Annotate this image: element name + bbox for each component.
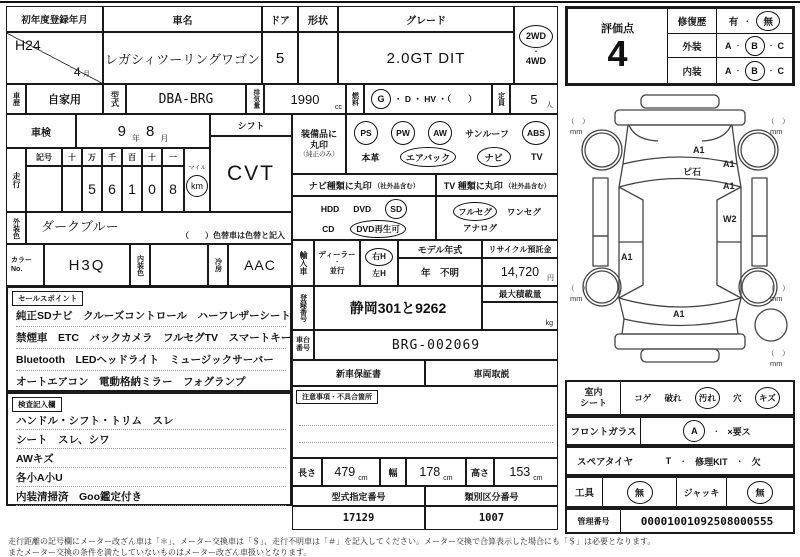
grade-label: グレード bbox=[338, 6, 514, 32]
sales-point-line: 純正SDナビ クルーズコントロール ハーフレザーシート bbox=[16, 305, 286, 327]
mileage-sign-value bbox=[26, 166, 62, 212]
handle-left: 左H bbox=[372, 268, 386, 278]
caution-line-empty bbox=[299, 409, 553, 426]
class-division-value: 1007 bbox=[425, 506, 558, 530]
sales-points-box bbox=[6, 286, 292, 392]
management-number-value: 00001001092508000555 bbox=[640, 514, 774, 528]
chassis-number-label: 車台 番号 bbox=[292, 330, 314, 360]
inspector-note-line: 各小A小U bbox=[16, 468, 286, 487]
displacement-value bbox=[264, 84, 346, 114]
drive-dot: ・ bbox=[532, 46, 540, 56]
shaken-year: 9 bbox=[117, 122, 126, 140]
inspector-notes-label: 検査記入欄 bbox=[12, 397, 62, 412]
capacity-label: 定員 bbox=[492, 84, 510, 114]
shaken-year-unit: 年 bbox=[132, 134, 140, 143]
displacement-number: 1990 bbox=[290, 91, 320, 107]
spare-tire-row: スペアタイヤ T ・ 修理KIT ・ 欠 bbox=[565, 446, 795, 476]
footer-note-line2: またメーター交換の条件を満たしていないものはメーター改ざん車扱いとなります。 bbox=[8, 547, 312, 557]
seat-kizu-circled: キズ bbox=[755, 387, 780, 409]
type-designation-label: 型式指定番号 bbox=[292, 486, 425, 506]
evaluation-box bbox=[565, 6, 795, 86]
aircon-label: 冷房 bbox=[208, 244, 228, 286]
spare-tire bbox=[755, 309, 787, 341]
max-load-unit: kg bbox=[545, 320, 553, 327]
mileage-digit-header: 百 bbox=[122, 148, 142, 166]
fuel-options: ・ D ・ HV ・（ ） bbox=[394, 94, 477, 104]
mileage-unit-cell bbox=[184, 148, 210, 212]
right-sill-rear bbox=[752, 236, 767, 266]
shift-value: CVT bbox=[210, 136, 292, 212]
tv-fullseg-circled: フルセグ bbox=[453, 202, 497, 221]
grade-value: 2.0GT DIT bbox=[338, 32, 514, 84]
repair-no-circled: 無 bbox=[756, 11, 780, 31]
mileage-digit-header: 十 bbox=[142, 148, 162, 166]
inspector-notes-box bbox=[6, 392, 292, 506]
mileage-digit: 1 bbox=[122, 166, 142, 212]
damage-mark: A1 bbox=[693, 145, 705, 155]
right-sill-front bbox=[752, 178, 767, 236]
mileage-digit: 8 bbox=[162, 166, 184, 212]
inspector-note-line: 内装清掃済 Goo鑑定付き bbox=[16, 487, 286, 506]
damage-mark: A1 bbox=[723, 181, 735, 191]
rear-bumper bbox=[615, 334, 745, 349]
seat-yabure: 破れ bbox=[664, 393, 682, 403]
front-glass-a-circled: A bbox=[683, 420, 705, 442]
displacement-label: 排気量 bbox=[246, 84, 264, 114]
tv-analog: アナログ bbox=[463, 223, 498, 233]
front-plate bbox=[641, 95, 719, 108]
mm-unit: mm bbox=[770, 294, 783, 303]
evaluation-score-label: 評価点 bbox=[601, 23, 634, 35]
model-year-value: 年 不明 bbox=[398, 258, 482, 286]
equipment-items bbox=[346, 114, 558, 174]
management-number-label: 管理番号 bbox=[567, 510, 621, 532]
mileage-label: 走行 bbox=[6, 148, 26, 212]
length-value: 479 cm bbox=[322, 458, 380, 486]
damage-mark: W2 bbox=[723, 214, 737, 224]
footer-note-line1: 走行距離の記号欄にメーター改ざん車は「＊」、メーター交換車は「＄」、走行不明車は「＃」を記入してください。メーター交換で合算表示した場合にも「＄」は必要となります。 bbox=[8, 536, 656, 546]
spare-t: T bbox=[665, 456, 672, 466]
color-no-value: H3Q bbox=[44, 244, 130, 286]
aircon-value: AAC bbox=[228, 244, 292, 286]
handle-right-circled: 右H bbox=[365, 248, 393, 266]
tools-label: 工具 bbox=[567, 478, 603, 506]
mm-unit: mm bbox=[770, 127, 783, 136]
max-load-value bbox=[482, 302, 558, 330]
import-dealer-cell: ディーラー ・ 並行 bbox=[314, 240, 360, 286]
caution-label: 注意事項・不具合箇所 bbox=[296, 390, 378, 404]
rear-plate bbox=[641, 349, 719, 362]
sales-points-label: セールスポイント bbox=[12, 291, 83, 306]
mm-bracket: （ ） bbox=[767, 349, 790, 358]
evaluation-score-cell bbox=[568, 9, 668, 83]
trunk bbox=[622, 319, 738, 334]
shaken-month: 8 bbox=[146, 122, 155, 140]
registration-number-value: 静岡301と9262 bbox=[314, 286, 482, 330]
equipment-label-2: 丸印 bbox=[309, 139, 328, 150]
jack-label: ジャッキ bbox=[677, 478, 727, 506]
capacity-unit: 人 bbox=[546, 102, 553, 109]
equip-pw-circled: PW bbox=[391, 121, 415, 145]
left-sill-rear bbox=[593, 236, 608, 266]
navi-dvd: DVD bbox=[353, 203, 372, 214]
recycle-deposit-value: 14,720 円 bbox=[482, 258, 558, 286]
class-division-label: 類別区分番号 bbox=[425, 486, 558, 506]
mileage-unit-mile: マイル bbox=[188, 165, 206, 172]
car-name-value: レガシィツーリングワゴン bbox=[103, 32, 262, 84]
door-label: ドア bbox=[262, 6, 298, 32]
caution-line-empty bbox=[299, 426, 553, 443]
car-damage-diagram bbox=[565, 88, 795, 378]
fuel-gasoline-circled: G bbox=[371, 89, 391, 109]
fuel-value bbox=[364, 84, 492, 114]
sales-point-line: Bluetooth LEDヘッドライト ミュージックサーバー bbox=[16, 349, 286, 371]
evaluation-score-value: 4 bbox=[607, 33, 628, 74]
left-sill-front bbox=[593, 178, 608, 236]
capacity-number: 5 bbox=[530, 91, 538, 107]
exterior-color-value bbox=[26, 212, 292, 244]
navi-type-items bbox=[292, 196, 436, 240]
equip-abs-circled: ABS bbox=[522, 121, 550, 145]
wheel-front-left-inner bbox=[585, 133, 619, 167]
door-value: 5 bbox=[262, 32, 298, 84]
fuel-label: 燃料 bbox=[346, 84, 364, 114]
first-reg-month: 4 月 bbox=[73, 65, 90, 79]
equipment-label-cell bbox=[292, 114, 346, 174]
mileage-digit-header: 千 bbox=[102, 148, 122, 166]
front-glass-rest: ×要ス bbox=[727, 426, 751, 437]
length-label: 長さ bbox=[292, 458, 322, 486]
equip-airbag-circled: エアバック bbox=[400, 147, 456, 167]
spare-tire-label: スペアタイヤ bbox=[577, 457, 634, 468]
seat-label: 室内 シート bbox=[567, 382, 621, 414]
equipment-label-note: （純正のみ） bbox=[299, 151, 339, 159]
height-value: 153 cm bbox=[494, 458, 558, 486]
inspector-note-line: AWキズ bbox=[16, 449, 286, 468]
sales-point-line: 禁煙車 ETC バックカメラ フルセグTV スマートキー bbox=[16, 327, 286, 349]
drive-4wd: 4WD bbox=[526, 55, 546, 66]
inspector-note-line: ハンドル・シフト・トリム スレ bbox=[16, 411, 286, 430]
shape-label: 形状 bbox=[298, 6, 338, 32]
mileage-digit-header: 万 bbox=[82, 148, 102, 166]
mm-unit: mm bbox=[570, 294, 583, 303]
repair-yes: 有 bbox=[728, 17, 739, 28]
spare-lack: 欠 bbox=[751, 456, 761, 467]
management-number-row bbox=[565, 508, 795, 534]
navi-hdd: HDD bbox=[320, 203, 340, 214]
tv-oneseg: ワンセグ bbox=[506, 206, 541, 217]
navi-type-header: ナビ種類に丸印 （社外品含む） bbox=[292, 174, 436, 196]
color-change-note: （ ）色替車は色替と記入 bbox=[181, 231, 285, 240]
tv-type-header: TV 種類に丸印 （社外品含む） bbox=[436, 174, 558, 196]
type-designation-value: 17129 bbox=[292, 506, 425, 530]
width-value: 178 cm bbox=[406, 458, 466, 486]
mileage-digit: 6 bbox=[102, 166, 122, 212]
tv-type-items bbox=[436, 196, 558, 240]
equip-navi-circled: ナビ bbox=[477, 147, 511, 167]
width-label: 幅 bbox=[380, 458, 406, 486]
shaken-label: 車検 bbox=[6, 114, 76, 148]
shaken-month-unit: 月 bbox=[160, 134, 169, 143]
model-code-label: 型式 bbox=[103, 84, 126, 114]
interior-color-label: 内装色 bbox=[130, 244, 150, 286]
mm-bracket: （ ） bbox=[767, 284, 790, 293]
mileage-unit-km-circled: km bbox=[186, 175, 208, 197]
front-glass-row: フロントガラス A ・ ×要ス bbox=[565, 416, 795, 446]
recycle-deposit-label: リサイクル預託金 bbox=[482, 240, 558, 258]
headlight-left bbox=[629, 125, 658, 141]
top-rule bbox=[0, 0, 800, 3]
mileage-digit-header: 十 bbox=[62, 148, 82, 166]
jack-none-circled: 無 bbox=[747, 481, 773, 504]
history-label: 車歴 bbox=[6, 84, 26, 114]
equip-sunroof: サンルーフ bbox=[465, 128, 509, 139]
equip-leather: 本革 bbox=[361, 152, 380, 163]
mileage-digit: 5 bbox=[82, 166, 102, 212]
spare-repair-kit: 修理KIT bbox=[695, 456, 728, 467]
shaken-value bbox=[76, 114, 210, 148]
history-value: 自家用 bbox=[26, 84, 103, 114]
exterior-color-label: 外装色 bbox=[6, 212, 26, 244]
height-label: 高さ bbox=[466, 458, 494, 486]
mm-bracket: （ ） bbox=[767, 117, 790, 126]
displacement-unit: cc bbox=[335, 104, 342, 111]
registration-number-label: 登録番号 bbox=[292, 286, 314, 330]
mm-unit: mm bbox=[770, 359, 783, 368]
first-reg-year: H24 bbox=[15, 37, 41, 53]
equip-ps-circled: PS bbox=[354, 121, 378, 145]
wheel-rear-left-inner bbox=[586, 271, 618, 303]
drive-2wd-circled: 2WD bbox=[519, 25, 553, 48]
exterior-grade-b-circled: B bbox=[745, 36, 765, 56]
hood-outline bbox=[623, 125, 737, 164]
equipment-label-1: 装備品に bbox=[300, 128, 337, 139]
manual-cell: 車両取説 bbox=[425, 360, 558, 386]
front-glass-label: フロントガラス bbox=[567, 418, 641, 444]
wheel-front-right bbox=[738, 130, 778, 170]
headlight-right bbox=[702, 125, 731, 141]
model-year-label: モデル年式 bbox=[398, 240, 482, 258]
equip-aw-circled: AW bbox=[428, 121, 452, 145]
damage-mark: A1 bbox=[621, 252, 633, 262]
mm-bracket: （ ） bbox=[567, 117, 590, 126]
caution-box bbox=[292, 386, 558, 458]
navi-sd-circled: SD bbox=[385, 199, 407, 219]
seat-koge: コゲ bbox=[634, 393, 652, 403]
mm-unit: mm bbox=[570, 127, 583, 136]
interior-grade-b-circled: B bbox=[745, 61, 765, 81]
navi-dvd-play-circled: DVD再生可 bbox=[350, 220, 405, 238]
tools-none-circled: 無 bbox=[627, 481, 653, 504]
exterior-color-text: ダークブルー bbox=[41, 219, 119, 234]
tools-row bbox=[565, 476, 795, 508]
warranty-cell: 新車保証書 bbox=[292, 360, 425, 386]
wheel-front-left bbox=[582, 130, 622, 170]
model-code-value: DBA-BRG bbox=[126, 84, 246, 114]
mileage-digit-header: 一 bbox=[162, 148, 184, 166]
mileage-sign-header: 記号 bbox=[26, 148, 62, 166]
mileage-digit: 0 bbox=[142, 166, 162, 212]
wheel-front-right-inner bbox=[741, 133, 775, 167]
navi-cd: CD bbox=[322, 223, 335, 234]
handle-position-cell bbox=[360, 240, 398, 286]
interior-color-value bbox=[150, 244, 208, 286]
chassis-number-value: BRG-002069 bbox=[314, 330, 558, 360]
import-car-label: 輸入車 bbox=[292, 240, 314, 286]
seat-ana: 穴 bbox=[733, 393, 742, 403]
car-name-label: 車名 bbox=[103, 6, 262, 32]
shift-label: シフト bbox=[210, 114, 292, 136]
seat-yogore-circled: 汚れ bbox=[695, 387, 720, 409]
mm-bracket: （ ） bbox=[567, 284, 590, 293]
capacity-value bbox=[510, 84, 558, 114]
sales-point-line: オートエアコン 電動格納ミラー フォグランプ bbox=[16, 371, 286, 393]
max-load-label: 最大積載量 bbox=[482, 286, 558, 302]
damage-mark: A1 bbox=[723, 159, 735, 169]
seat-condition-row bbox=[565, 380, 795, 416]
drive-type-cell bbox=[514, 6, 558, 84]
mileage-digit bbox=[62, 166, 82, 212]
damage-mark: A1 bbox=[673, 309, 685, 319]
inspector-note-line: シート スレ、シワ bbox=[16, 430, 286, 449]
exterior-grade-row: 外装 A ・ B ・ C bbox=[668, 34, 792, 58]
color-no-label: カラー No. bbox=[6, 244, 44, 286]
interior-grade-row: 内装 A ・ B ・ C bbox=[668, 58, 792, 83]
first-registration-value bbox=[6, 32, 103, 84]
damage-mark: ピ石 bbox=[683, 167, 702, 177]
repair-history-row: 修復歴 有 ・ 無 bbox=[668, 9, 792, 34]
front-bumper bbox=[615, 110, 745, 125]
equip-tv: TV bbox=[531, 152, 543, 162]
first-registration-label: 初年度登録年月 bbox=[6, 6, 103, 32]
shape-value bbox=[298, 32, 338, 84]
